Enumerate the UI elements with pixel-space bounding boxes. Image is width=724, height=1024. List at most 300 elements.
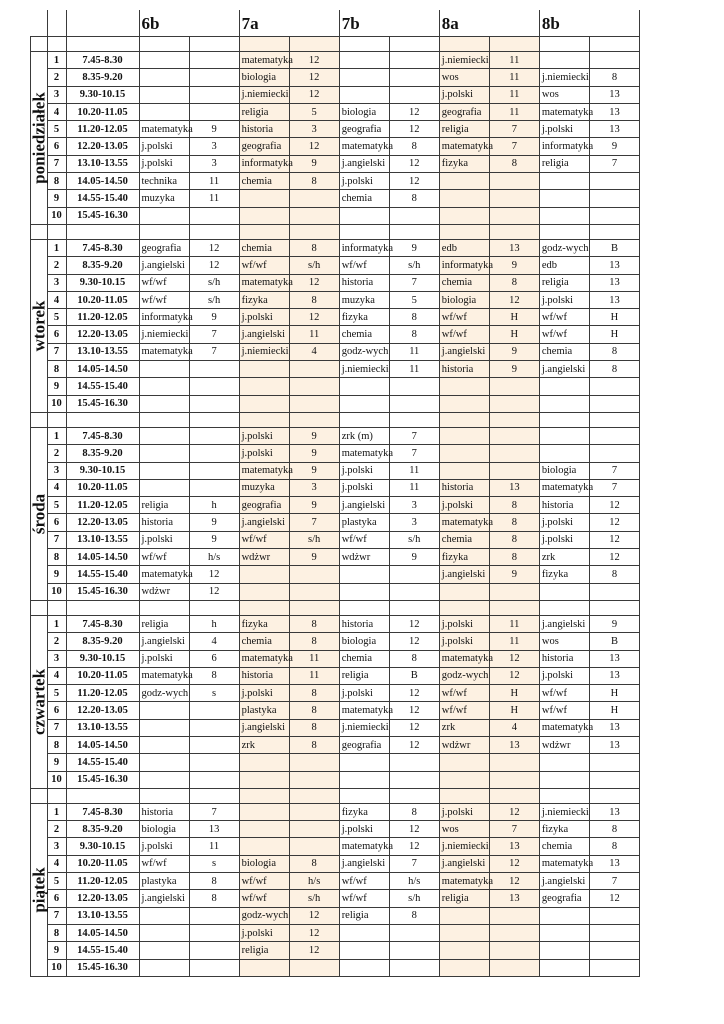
- lesson-number: 2: [47, 445, 66, 462]
- subject-cell: matematyka: [339, 445, 389, 462]
- room-cell: 12: [289, 309, 339, 326]
- room-cell: 12: [489, 803, 539, 820]
- room-cell: 8: [589, 69, 639, 86]
- subject-cell: wf/wf: [439, 702, 489, 719]
- subject-cell: chemia: [239, 633, 289, 650]
- subject-cell: j.niemiecki: [239, 86, 289, 103]
- subject-cell: historia: [139, 514, 189, 531]
- subject-cell: matematyka: [439, 873, 489, 890]
- lesson-time: 7.45-8.30: [66, 615, 139, 632]
- lesson-row: [31, 52, 640, 69]
- room-cell: 11: [489, 633, 539, 650]
- day-separator: [31, 224, 640, 239]
- room-cell: 12: [189, 257, 239, 274]
- subject-cell: [339, 207, 389, 224]
- room-cell: 9: [489, 257, 539, 274]
- room-cell: 9: [289, 462, 339, 479]
- lesson-time: 13.10-13.55: [66, 719, 139, 736]
- lesson-number: 7: [47, 531, 66, 548]
- separator-cell: [139, 37, 189, 52]
- lesson-time: 15.45-16.30: [66, 395, 139, 412]
- lesson-number: 4: [47, 479, 66, 496]
- lesson-row: [31, 873, 640, 890]
- room-cell: H: [489, 685, 539, 702]
- room-cell: 8: [189, 890, 239, 907]
- separator-cell: [47, 224, 66, 239]
- room-cell: s/h: [189, 274, 239, 291]
- subject-cell: fizyka: [439, 155, 489, 172]
- room-cell: s/h: [389, 257, 439, 274]
- room-cell: [189, 378, 239, 395]
- room-cell: 12: [389, 719, 439, 736]
- lesson-number: 1: [47, 427, 66, 444]
- subject-cell: j.angielski: [439, 855, 489, 872]
- separator-cell: [289, 600, 339, 615]
- subject-cell: [439, 395, 489, 412]
- room-cell: [489, 924, 539, 941]
- day-name: piątek: [29, 867, 49, 913]
- room-cell: 12: [489, 873, 539, 890]
- subject-cell: j.angielski: [339, 497, 389, 514]
- subject-cell: chemia: [439, 531, 489, 548]
- lesson-row: [31, 326, 640, 343]
- room-cell: s/h: [389, 531, 439, 548]
- separator-cell: [589, 412, 639, 427]
- separator-cell: [31, 788, 48, 803]
- lesson-time: 15.45-16.30: [66, 959, 139, 976]
- subject-cell: j.polski: [539, 667, 589, 684]
- room-cell: 12: [589, 497, 639, 514]
- subject-cell: [339, 86, 389, 103]
- subject-cell: j.polski: [339, 173, 389, 190]
- lesson-time: 11.20-12.05: [66, 497, 139, 514]
- room-cell: 9: [289, 445, 339, 462]
- subject-cell: j.polski: [139, 531, 189, 548]
- room-cell: 12: [189, 583, 239, 600]
- room-cell: [189, 445, 239, 462]
- subject-cell: chemia: [339, 650, 389, 667]
- lesson-number: 8: [47, 736, 66, 753]
- subject-cell: wf/wf: [139, 291, 189, 308]
- lesson-time: 10.20-11.05: [66, 855, 139, 872]
- room-cell: 12: [289, 69, 339, 86]
- room-cell: 8: [489, 514, 539, 531]
- room-cell: [189, 427, 239, 444]
- room-cell: [189, 959, 239, 976]
- lesson-time: 14.05-14.50: [66, 549, 139, 566]
- subject-cell: j.polski: [339, 462, 389, 479]
- room-cell: 8: [189, 873, 239, 890]
- room-cell: 4: [289, 343, 339, 360]
- subject-cell: biologia: [139, 821, 189, 838]
- separator-cell: [339, 37, 389, 52]
- subject-cell: religia: [539, 155, 589, 172]
- room-cell: [189, 52, 239, 69]
- subject-cell: [339, 583, 389, 600]
- subject-cell: j.polski: [139, 155, 189, 172]
- room-cell: 12: [489, 650, 539, 667]
- room-cell: [289, 378, 339, 395]
- subject-cell: j.niemiecki: [439, 52, 489, 69]
- subject-cell: j.polski: [539, 531, 589, 548]
- room-cell: [389, 207, 439, 224]
- subject-cell: [439, 959, 489, 976]
- subject-cell: edb: [439, 239, 489, 256]
- separator-cell: [239, 37, 289, 52]
- subject-cell: muzyka: [239, 479, 289, 496]
- subject-cell: fizyka: [539, 566, 589, 583]
- room-cell: 8: [389, 803, 439, 820]
- room-cell: 8: [489, 549, 539, 566]
- room-cell: 7: [589, 479, 639, 496]
- lesson-time: 7.45-8.30: [66, 427, 139, 444]
- subject-cell: [139, 86, 189, 103]
- lesson-number: 4: [47, 855, 66, 872]
- lesson-number: 2: [47, 69, 66, 86]
- separator-cell: [66, 224, 139, 239]
- subject-cell: wf/wf: [539, 685, 589, 702]
- room-cell: H: [589, 702, 639, 719]
- room-cell: [589, 207, 639, 224]
- subject-cell: [439, 427, 489, 444]
- room-cell: 3: [189, 138, 239, 155]
- subject-cell: [139, 103, 189, 120]
- subject-cell: matematyka: [439, 514, 489, 531]
- subject-cell: j.angielski: [239, 719, 289, 736]
- subject-cell: [539, 959, 589, 976]
- subject-cell: matematyka: [539, 855, 589, 872]
- lesson-time: 8.35-9.20: [66, 821, 139, 838]
- class-header: 8b: [539, 10, 639, 37]
- room-cell: 13: [589, 855, 639, 872]
- subject-cell: wf/wf: [239, 873, 289, 890]
- subject-cell: j.niemiecki: [539, 69, 589, 86]
- subject-cell: [139, 736, 189, 753]
- room-cell: [289, 207, 339, 224]
- room-cell: [589, 942, 639, 959]
- subject-cell: j.polski: [239, 924, 289, 941]
- lesson-row: [31, 566, 640, 583]
- separator-cell: [489, 37, 539, 52]
- lesson-time: 9.30-10.15: [66, 650, 139, 667]
- lesson-row: [31, 103, 640, 120]
- room-cell: [189, 754, 239, 771]
- subject-cell: muzyka: [139, 190, 189, 207]
- room-cell: [389, 924, 439, 941]
- separator-cell: [31, 37, 48, 52]
- subject-cell: j.angielski: [339, 155, 389, 172]
- day-name: czwartek: [29, 668, 49, 735]
- day-label: [31, 615, 48, 788]
- subject-cell: matematyka: [439, 650, 489, 667]
- room-cell: 8: [289, 633, 339, 650]
- room-cell: s/h: [389, 890, 439, 907]
- subject-cell: [539, 445, 589, 462]
- subject-cell: informatyka: [139, 309, 189, 326]
- lesson-row: [31, 667, 640, 684]
- room-cell: 11: [189, 173, 239, 190]
- separator-cell: [489, 600, 539, 615]
- room-cell: s: [189, 855, 239, 872]
- room-cell: 4: [189, 633, 239, 650]
- separator-cell: [389, 600, 439, 615]
- subject-cell: j.angielski: [539, 873, 589, 890]
- subject-cell: [439, 207, 489, 224]
- room-cell: s/h: [189, 291, 239, 308]
- room-cell: 8: [289, 291, 339, 308]
- subject-cell: [139, 361, 189, 378]
- room-cell: h: [189, 615, 239, 632]
- room-cell: [589, 907, 639, 924]
- subject-cell: fizyka: [539, 821, 589, 838]
- subject-cell: j.polski: [139, 138, 189, 155]
- lesson-row: [31, 583, 640, 600]
- separator-cell: [239, 412, 289, 427]
- lesson-number: 2: [47, 633, 66, 650]
- lesson-number: 5: [47, 685, 66, 702]
- room-cell: 11: [389, 462, 439, 479]
- room-cell: 9: [389, 239, 439, 256]
- room-cell: 8: [589, 343, 639, 360]
- room-cell: [589, 190, 639, 207]
- subject-cell: [239, 803, 289, 820]
- subject-cell: fizyka: [339, 803, 389, 820]
- subject-cell: plastyka: [139, 873, 189, 890]
- lesson-number: 9: [47, 378, 66, 395]
- separator-cell: [289, 412, 339, 427]
- subject-cell: historia: [439, 479, 489, 496]
- room-cell: 12: [289, 907, 339, 924]
- subject-cell: j.niemiecki: [339, 719, 389, 736]
- separator-cell: [189, 412, 239, 427]
- subject-cell: [139, 771, 189, 788]
- subject-cell: [439, 583, 489, 600]
- room-cell: s/h: [289, 890, 339, 907]
- room-cell: 11: [489, 615, 539, 632]
- room-cell: [289, 754, 339, 771]
- header-corner-num: [47, 10, 66, 37]
- subject-cell: j.angielski: [439, 566, 489, 583]
- separator-cell: [189, 37, 239, 52]
- room-cell: 8: [389, 138, 439, 155]
- lesson-time: 14.05-14.50: [66, 736, 139, 753]
- subject-cell: [239, 190, 289, 207]
- lesson-row: [31, 924, 640, 941]
- subject-cell: geografia: [239, 497, 289, 514]
- room-cell: 12: [389, 173, 439, 190]
- lesson-row: [31, 173, 640, 190]
- subject-cell: [539, 207, 589, 224]
- subject-cell: chemia: [539, 343, 589, 360]
- separator-cell: [389, 412, 439, 427]
- room-cell: 9: [189, 309, 239, 326]
- subject-cell: biologia: [339, 103, 389, 120]
- separator-cell: [539, 224, 589, 239]
- subject-cell: wf/wf: [139, 855, 189, 872]
- subject-cell: [139, 479, 189, 496]
- subject-cell: [239, 771, 289, 788]
- subject-cell: chemia: [239, 239, 289, 256]
- lesson-number: 9: [47, 754, 66, 771]
- lesson-row: [31, 479, 640, 496]
- separator-cell: [289, 224, 339, 239]
- day-separator: [31, 412, 640, 427]
- subject-cell: j.polski: [339, 479, 389, 496]
- lesson-time: 14.55-15.40: [66, 942, 139, 959]
- lesson-time: 7.45-8.30: [66, 803, 139, 820]
- subject-cell: j.angielski: [139, 890, 189, 907]
- class-header: 7b: [339, 10, 439, 37]
- room-cell: [389, 378, 439, 395]
- lesson-time: 14.55-15.40: [66, 754, 139, 771]
- room-cell: B: [389, 667, 439, 684]
- subject-cell: j.polski: [439, 497, 489, 514]
- subject-cell: matematyka: [139, 566, 189, 583]
- room-cell: 9: [189, 121, 239, 138]
- room-cell: H: [589, 309, 639, 326]
- separator-cell: [589, 788, 639, 803]
- room-cell: h/s: [289, 873, 339, 890]
- room-cell: 12: [589, 549, 639, 566]
- day-name: wtorek: [29, 300, 49, 352]
- subject-cell: [439, 771, 489, 788]
- lesson-number: 1: [47, 803, 66, 820]
- subject-cell: fizyka: [339, 309, 389, 326]
- subject-cell: [439, 907, 489, 924]
- room-cell: 12: [389, 685, 439, 702]
- room-cell: 12: [589, 531, 639, 548]
- subject-cell: plastyka: [239, 702, 289, 719]
- room-cell: 8: [489, 155, 539, 172]
- subject-cell: matematyka: [239, 274, 289, 291]
- lesson-time: 12.20-13.05: [66, 702, 139, 719]
- room-cell: 3: [289, 121, 339, 138]
- separator-cell: [239, 788, 289, 803]
- subject-cell: geografia: [439, 103, 489, 120]
- room-cell: 13: [189, 821, 239, 838]
- room-cell: 13: [589, 86, 639, 103]
- subject-cell: [139, 942, 189, 959]
- subject-cell: j.niemiecki: [539, 803, 589, 820]
- room-cell: [289, 395, 339, 412]
- subject-cell: historia: [439, 361, 489, 378]
- day-separator: [31, 600, 640, 615]
- room-cell: 12: [389, 736, 439, 753]
- subject-cell: historia: [539, 497, 589, 514]
- subject-cell: j.polski: [539, 514, 589, 531]
- lesson-time: 14.05-14.50: [66, 361, 139, 378]
- room-cell: 9: [289, 427, 339, 444]
- room-cell: 13: [589, 121, 639, 138]
- room-cell: 13: [589, 803, 639, 820]
- subject-cell: [539, 583, 589, 600]
- subject-cell: religia: [239, 942, 289, 959]
- subject-cell: j.polski: [439, 615, 489, 632]
- lesson-row: [31, 257, 640, 274]
- subject-cell: j.polski: [539, 291, 589, 308]
- subject-cell: geografia: [339, 121, 389, 138]
- lesson-row: [31, 803, 640, 820]
- subject-cell: wf/wf: [339, 873, 389, 890]
- subject-cell: [539, 942, 589, 959]
- subject-cell: j.angielski: [539, 361, 589, 378]
- room-cell: 8: [489, 497, 539, 514]
- lesson-time: 10.20-11.05: [66, 291, 139, 308]
- lesson-row: [31, 514, 640, 531]
- class-header: 7a: [239, 10, 339, 37]
- subject-cell: j.angielski: [239, 326, 289, 343]
- subject-cell: wos: [439, 69, 489, 86]
- separator-cell: [289, 37, 339, 52]
- lesson-row: [31, 121, 640, 138]
- lesson-time: 9.30-10.15: [66, 462, 139, 479]
- room-cell: 4: [489, 719, 539, 736]
- separator-cell: [589, 600, 639, 615]
- lesson-number: 2: [47, 821, 66, 838]
- lesson-number: 7: [47, 155, 66, 172]
- subject-cell: godz-wych: [539, 239, 589, 256]
- subject-cell: [239, 361, 289, 378]
- separator-cell: [439, 412, 489, 427]
- room-cell: 8: [289, 702, 339, 719]
- room-cell: [389, 771, 439, 788]
- subject-cell: j.angielski: [439, 343, 489, 360]
- room-cell: [189, 736, 239, 753]
- subject-cell: technika: [139, 173, 189, 190]
- subject-cell: chemia: [539, 838, 589, 855]
- lesson-time: 11.20-12.05: [66, 685, 139, 702]
- room-cell: 7: [189, 803, 239, 820]
- room-cell: [189, 719, 239, 736]
- room-cell: 7: [389, 855, 439, 872]
- lesson-number: 4: [47, 291, 66, 308]
- lesson-row: [31, 445, 640, 462]
- subject-cell: matematyka: [139, 121, 189, 138]
- lesson-number: 5: [47, 309, 66, 326]
- room-cell: [489, 462, 539, 479]
- separator-cell: [239, 600, 289, 615]
- lesson-row: [31, 890, 640, 907]
- room-cell: s/h: [289, 531, 339, 548]
- room-cell: 9: [189, 531, 239, 548]
- room-cell: [189, 924, 239, 941]
- subject-cell: matematyka: [139, 667, 189, 684]
- separator-cell: [489, 788, 539, 803]
- room-cell: 13: [589, 650, 639, 667]
- class-header: 8a: [439, 10, 539, 37]
- room-cell: 12: [589, 514, 639, 531]
- room-cell: [489, 583, 539, 600]
- room-cell: [289, 566, 339, 583]
- subject-cell: [139, 907, 189, 924]
- room-cell: 8: [289, 719, 339, 736]
- subject-cell: [539, 771, 589, 788]
- room-cell: 13: [589, 736, 639, 753]
- room-cell: [589, 445, 639, 462]
- room-cell: [189, 702, 239, 719]
- lesson-row: [31, 855, 640, 872]
- lesson-time: 12.20-13.05: [66, 514, 139, 531]
- room-cell: [389, 959, 439, 976]
- room-cell: 12: [189, 239, 239, 256]
- lesson-time: 12.20-13.05: [66, 890, 139, 907]
- room-cell: 11: [189, 838, 239, 855]
- separator-cell: [66, 37, 139, 52]
- lesson-number: 3: [47, 650, 66, 667]
- subject-cell: [339, 754, 389, 771]
- lesson-number: 10: [47, 583, 66, 600]
- subject-cell: fizyka: [239, 615, 289, 632]
